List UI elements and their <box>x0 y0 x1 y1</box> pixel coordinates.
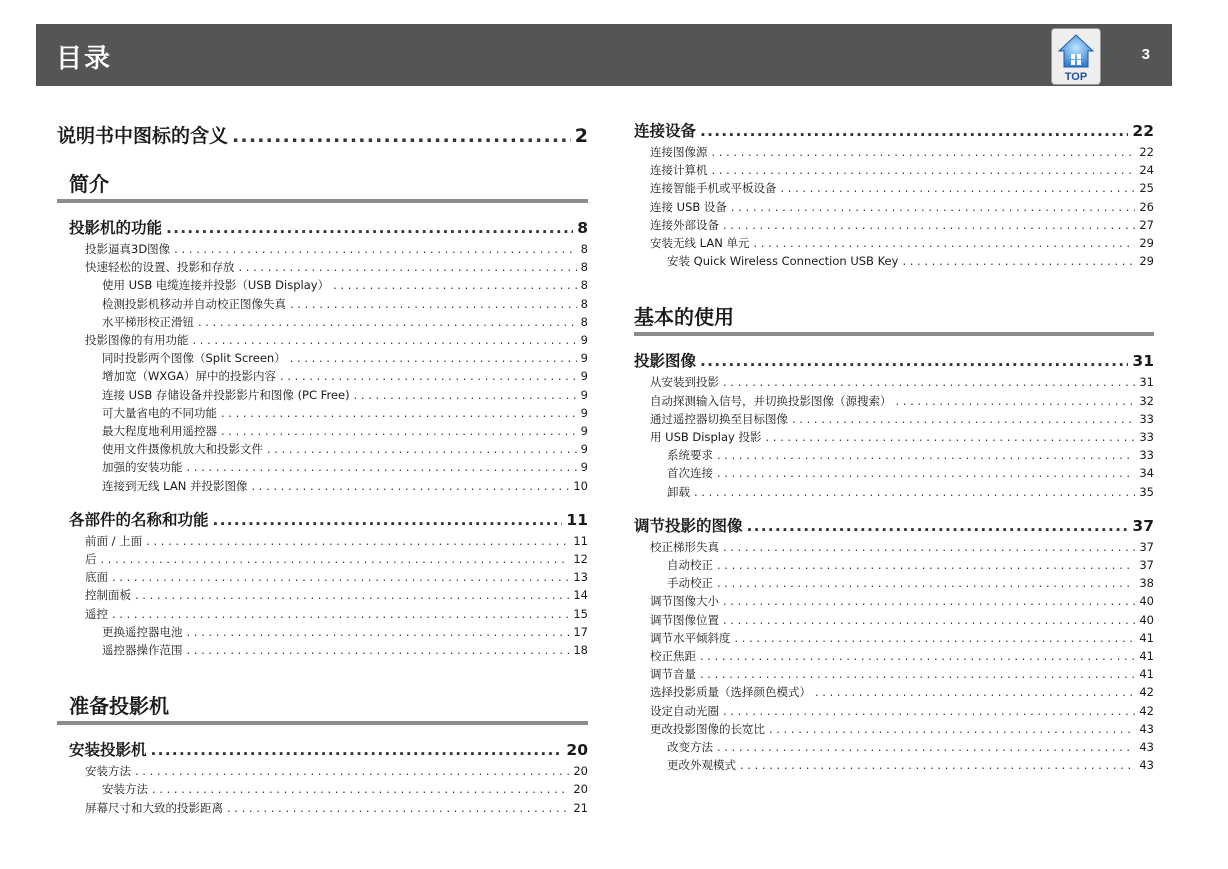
toc-entry-label: 连接智能手机或平板设备 <box>650 181 777 196</box>
toc-entry-label: 遥控 <box>85 606 108 621</box>
dot-leader <box>227 799 569 817</box>
dot-leader <box>290 295 577 313</box>
toc-entry-label: 前面 / 上面 <box>85 533 143 548</box>
toc-entry[interactable] <box>650 538 1154 556</box>
toc-entry-label: 水平梯形校正滑钮 <box>102 314 194 329</box>
dot-leader <box>112 605 569 623</box>
toc-entry[interactable] <box>102 641 588 659</box>
dot-leader <box>712 161 1136 179</box>
toc-entry[interactable] <box>102 780 588 798</box>
toc-entry-page: 38 <box>1139 576 1154 591</box>
toc-entry[interactable] <box>85 331 588 349</box>
dot-leader <box>232 123 571 149</box>
toc-entry-label: 手动校正 <box>667 576 713 591</box>
toc-chapter[interactable] <box>634 120 1154 142</box>
toc-right-top-chapters <box>634 120 1154 270</box>
toc-entry-label: 校正梯形失真 <box>650 539 719 554</box>
dot-leader <box>815 683 1135 701</box>
toc-entry-page: 11 <box>573 533 588 548</box>
dot-leader <box>694 483 1135 501</box>
toc-entry[interactable] <box>102 367 588 385</box>
top-button[interactable] <box>1051 28 1101 85</box>
toc-entry-page: 29 <box>1139 254 1154 269</box>
toc-entry[interactable] <box>85 799 588 817</box>
toc-entry[interactable] <box>85 762 588 780</box>
page-number: 3 <box>1141 46 1150 63</box>
toc-entry-page: 8 <box>580 260 588 275</box>
toc-entry-page: 40 <box>1139 612 1154 627</box>
dot-leader <box>135 586 569 604</box>
toc-entry[interactable] <box>102 422 588 440</box>
dot-leader <box>213 509 563 531</box>
toc-chapter[interactable] <box>634 350 1154 372</box>
dot-leader <box>146 532 569 550</box>
toc-entry-page: 37 <box>1139 558 1154 573</box>
page-title: 目录 <box>56 44 113 74</box>
toc-chapter-label: 投影机的功能 <box>69 219 163 237</box>
toc-entry-label: 更换遥控器电池 <box>102 624 183 639</box>
dot-leader <box>747 515 1129 537</box>
dot-leader <box>112 568 569 586</box>
toc-entry[interactable] <box>650 234 1154 252</box>
toc-entry-label: 连接外部设备 <box>650 217 719 232</box>
toc-entry[interactable] <box>650 665 1154 683</box>
toc-entry-label: 自动校正 <box>667 558 713 573</box>
toc-entry-page: 18 <box>573 643 588 658</box>
toc-entry[interactable] <box>650 592 1154 610</box>
toc-entry-label: 安装 Quick Wireless Connection USB Key <box>667 254 899 269</box>
toc-entry[interactable] <box>650 410 1154 428</box>
toc-entry-label: 调节水平倾斜度 <box>650 630 731 645</box>
toc-chapter[interactable] <box>69 509 588 531</box>
toc-entry-page: 9 <box>580 351 588 366</box>
toc-entry-page: 8 <box>580 278 588 293</box>
dot-leader <box>740 756 1135 774</box>
toc-entry[interactable] <box>85 240 588 258</box>
toc-entry[interactable] <box>102 386 588 404</box>
toc-entry[interactable] <box>667 756 1154 774</box>
toc-entry-page: 17 <box>573 624 588 639</box>
toc-entry-page: 9 <box>580 442 588 457</box>
toc-main-heading-label: 说明书中图标的含义 <box>57 125 229 147</box>
toc-entry-label: 改变方法 <box>667 740 713 755</box>
toc-entry[interactable] <box>102 404 588 422</box>
toc-entry[interactable] <box>650 647 1154 665</box>
toc-chapter-group <box>57 739 588 817</box>
toc-entry-page: 42 <box>1139 703 1154 718</box>
toc-entry-label: 增加宽（WXGA）屏中的投影内容 <box>102 369 277 384</box>
toc-entry[interactable] <box>85 550 588 568</box>
dot-leader <box>333 276 577 294</box>
toc-entry-label: 更改投影图像的长宽比 <box>650 721 765 736</box>
toc-entry-label: 控制面板 <box>85 588 131 603</box>
dot-leader <box>193 331 577 349</box>
toc-entry-page: 8 <box>580 296 588 311</box>
toc-entry-page: 35 <box>1139 484 1154 499</box>
toc-chapter-page: 31 <box>1132 352 1154 371</box>
toc-section-heading: 基本的使用 <box>634 302 1154 336</box>
toc-chapter-group <box>57 217 588 495</box>
dot-leader <box>723 373 1135 391</box>
toc-entry[interactable] <box>667 738 1154 756</box>
toc-entry[interactable] <box>667 464 1154 482</box>
toc-entry-label: 加强的安装功能 <box>102 460 183 475</box>
toc-entry-page: 9 <box>580 424 588 439</box>
toc-entry-label: 卸载 <box>667 484 690 499</box>
toc-entry-page: 43 <box>1139 758 1154 773</box>
toc-entry-page: 41 <box>1139 649 1154 664</box>
toc-entry[interactable] <box>650 216 1154 234</box>
dot-leader <box>717 574 1135 592</box>
toc-section-heading: 简介 <box>57 169 588 203</box>
toc-entry-label: 底面 <box>85 570 108 585</box>
toc-entry-label: 屏幕尺寸和大致的投影距离 <box>85 800 223 815</box>
house-icon <box>1057 33 1095 69</box>
dot-leader <box>151 739 563 761</box>
toc-right-sections <box>634 302 1154 806</box>
toc-entry-page: 9 <box>580 333 588 348</box>
dot-leader <box>717 738 1135 756</box>
toc-entry[interactable] <box>667 574 1154 592</box>
toc-chapter-group <box>634 350 1154 500</box>
toc-entry-page: 33 <box>1139 411 1154 426</box>
dot-leader <box>723 702 1135 720</box>
dot-leader <box>717 556 1135 574</box>
toc-entry-label: 同时投影两个图像（Split Screen） <box>102 351 286 366</box>
toc-entry-page: 20 <box>573 764 588 779</box>
toc-entry-page: 26 <box>1139 199 1154 214</box>
toc-chapter-label: 调节投影的图像 <box>634 516 743 535</box>
toc-entry-page: 41 <box>1139 630 1154 645</box>
toc-entry-page: 43 <box>1139 721 1154 736</box>
toc-chapter-group <box>634 120 1154 270</box>
dot-leader <box>290 349 577 367</box>
dot-leader <box>723 216 1135 234</box>
toc-entry-label: 快速轻松的设置、投影和存放 <box>85 260 235 275</box>
toc-entry-label: 调节图像大小 <box>650 594 719 609</box>
toc-chapter-label: 各部件的名称和功能 <box>69 510 209 529</box>
toc-entry-label: 连接 USB 设备 <box>650 199 727 214</box>
toc-entry-label: 使用文件摄像机放大和投影文件 <box>102 442 263 457</box>
toc-entry[interactable] <box>102 623 588 641</box>
toc-entry-label: 用 USB Display 投影 <box>650 430 762 445</box>
toc-chapter[interactable] <box>69 739 588 761</box>
toc-entry-page: 8 <box>580 242 588 256</box>
toc-entry[interactable] <box>85 258 588 276</box>
toc-entry[interactable] <box>650 683 1154 701</box>
toc-entry-page: 13 <box>573 570 588 585</box>
toc-entry-label: 首次连接 <box>667 466 713 481</box>
toc-chapter[interactable] <box>634 515 1154 537</box>
toc-entry-label: 系统要求 <box>667 448 713 463</box>
toc-entry[interactable] <box>85 532 588 550</box>
toc-chapter-group <box>57 509 588 659</box>
toc-entry-page: 42 <box>1139 685 1154 700</box>
toc-entry-label: 连接 USB 存储设备并投影影片和图像 (PC Free) <box>102 387 350 402</box>
toc-entry-label: 检测投影机移动并自动校正图像失真 <box>102 296 286 311</box>
dot-leader <box>792 410 1135 428</box>
top-label: TOP <box>1064 71 1088 83</box>
dot-leader <box>280 367 577 385</box>
toc-entry[interactable] <box>650 198 1154 216</box>
toc-entry-label: 调节图像位置 <box>650 612 719 627</box>
toc-entry-page: 34 <box>1139 466 1154 481</box>
dot-leader <box>717 464 1135 482</box>
dot-leader <box>717 446 1135 464</box>
toc-entry-page: 14 <box>573 588 588 603</box>
toc-chapter-label: 连接设备 <box>634 122 697 140</box>
toc-entry[interactable] <box>650 392 1154 410</box>
toc-chapter-page: 8 <box>577 219 588 237</box>
toc-main-heading[interactable] <box>57 123 588 149</box>
dot-leader <box>135 762 569 780</box>
toc-entry-label: 投影逼真3D图像 <box>85 242 171 256</box>
dot-leader <box>781 179 1136 197</box>
dot-leader <box>251 477 569 495</box>
toc-entry[interactable] <box>650 702 1154 720</box>
toc-entry[interactable] <box>85 568 588 586</box>
toc-section-heading: 准备投影机 <box>57 691 588 725</box>
dot-leader <box>221 422 577 440</box>
dot-leader <box>700 350 1128 372</box>
dot-leader <box>354 386 577 404</box>
dot-leader <box>166 217 573 239</box>
toc-entry-page: 31 <box>1139 375 1154 390</box>
toc-entry-page: 25 <box>1139 181 1154 196</box>
dot-leader <box>765 428 1135 446</box>
toc-entry-label: 调节音量 <box>650 667 696 682</box>
toc-entry-page: 12 <box>573 552 588 567</box>
toc-chapter-page: 20 <box>566 741 588 760</box>
toc-entry-page: 15 <box>573 606 588 621</box>
dot-leader <box>221 404 577 422</box>
toc-main-heading-page: 2 <box>574 125 588 147</box>
dot-leader <box>712 143 1136 161</box>
toc-entry[interactable] <box>102 313 588 331</box>
toc-entry-page: 22 <box>1139 145 1154 159</box>
toc-entry-page: 32 <box>1139 393 1154 408</box>
toc-entry[interactable] <box>102 440 588 458</box>
dot-leader <box>735 629 1136 647</box>
toc-entry-label: 自动探测输入信号，并切换投影图像（源搜索） <box>650 393 892 408</box>
toc-chapter[interactable] <box>69 217 588 239</box>
toc-entry-page: 9 <box>580 405 588 420</box>
toc-entry-page: 33 <box>1139 448 1154 463</box>
toc-entry[interactable] <box>85 605 588 623</box>
toc-entry-page: 41 <box>1139 667 1154 682</box>
toc-entry-label: 连接图像源 <box>650 145 708 159</box>
dot-leader <box>187 458 577 476</box>
toc-entry-page: 24 <box>1139 163 1154 178</box>
dot-leader <box>267 440 577 458</box>
toc-entry-label: 校正焦距 <box>650 649 696 664</box>
toc-entry-page: 43 <box>1139 740 1154 755</box>
toc-entry-label: 安装方法 <box>102 782 148 797</box>
toc-entry-label: 遥控器操作范围 <box>102 643 183 658</box>
dot-leader <box>187 641 570 659</box>
toc-entry[interactable] <box>650 373 1154 391</box>
dot-leader <box>198 313 577 331</box>
toc-chapter-label: 安装投影机 <box>69 741 147 760</box>
toc-chapter-page: 11 <box>566 510 588 529</box>
toc-entry-label: 投影图像的有用功能 <box>85 333 189 348</box>
toc-entry-label: 通过遥控器切换至目标图像 <box>650 411 788 426</box>
toc-entry-page: 27 <box>1139 217 1154 232</box>
dot-leader <box>896 392 1136 410</box>
dot-leader <box>700 120 1128 142</box>
toc-entry[interactable] <box>102 276 588 294</box>
toc-entry-page: 10 <box>573 478 588 493</box>
dot-leader <box>902 252 1135 270</box>
toc-entry-label: 更改外观模式 <box>667 758 736 773</box>
dot-leader <box>723 592 1135 610</box>
toc-entry[interactable] <box>102 458 588 476</box>
toc-entry-page: 33 <box>1139 430 1154 445</box>
toc-entry[interactable] <box>650 143 1154 161</box>
toc-entry[interactable] <box>667 446 1154 464</box>
toc-entry-label: 连接到无线 LAN 并投影图像 <box>102 478 248 493</box>
toc-entry-label: 从安装到投影 <box>650 375 719 390</box>
dot-leader <box>101 550 570 568</box>
toc-entry[interactable] <box>667 252 1154 270</box>
toc-entry-page: 8 <box>580 314 588 329</box>
toc-chapter-label: 投影图像 <box>634 352 697 371</box>
toc-entry[interactable] <box>650 720 1154 738</box>
toc-entry[interactable] <box>650 611 1154 629</box>
toc-entry[interactable] <box>650 629 1154 647</box>
toc-entry[interactable] <box>650 161 1154 179</box>
toc-entry-label: 可大量省电的不同功能 <box>102 405 217 420</box>
toc-entry[interactable] <box>102 295 588 313</box>
dot-leader <box>239 258 577 276</box>
dot-leader <box>723 611 1135 629</box>
toc-entry-label: 设定自动光圈 <box>650 703 719 718</box>
toc-entry-page: 40 <box>1139 594 1154 609</box>
dot-leader <box>174 240 577 258</box>
toc-entry-label: 连接计算机 <box>650 163 708 178</box>
toc-entry-page: 29 <box>1139 236 1154 251</box>
toc-entry[interactable] <box>85 586 588 604</box>
toc-entry-page: 9 <box>580 387 588 402</box>
toc-entry-page: 37 <box>1139 539 1154 554</box>
toc-right-column <box>634 118 1154 806</box>
toc-entry-label: 安装方法 <box>85 764 131 779</box>
toc-chapter-page: 22 <box>1132 122 1154 140</box>
toc-entry[interactable] <box>102 349 588 367</box>
toc-left-column <box>57 118 588 849</box>
dot-leader <box>187 623 570 641</box>
toc-entry-label: 使用 USB 电缆连接并投影（USB Display） <box>102 278 330 293</box>
toc-entry[interactable] <box>102 477 588 495</box>
toc-entry-page: 9 <box>580 369 588 384</box>
toc-left-sections <box>57 169 588 849</box>
toc-entry-label: 安装无线 LAN 单元 <box>650 236 750 251</box>
toc-entry-label: 后 <box>85 552 97 567</box>
toc-entry[interactable] <box>667 483 1154 501</box>
toc-entry-label: 选择投影质量（选择颜色模式） <box>650 685 811 700</box>
page-header <box>36 24 1172 86</box>
toc-entry-page: 20 <box>573 782 588 797</box>
toc-entry-label: 最大程度地利用遥控器 <box>102 424 217 439</box>
dot-leader <box>152 780 569 798</box>
toc-entry-page: 9 <box>580 460 588 475</box>
toc-entry[interactable] <box>650 428 1154 446</box>
dot-leader <box>753 234 1135 252</box>
dot-leader <box>723 538 1135 556</box>
toc-chapter-page: 37 <box>1132 516 1154 535</box>
toc-chapter-group <box>634 515 1154 775</box>
toc-entry-page: 21 <box>573 800 588 815</box>
toc-entry[interactable] <box>650 179 1154 197</box>
dot-leader <box>700 647 1135 665</box>
dot-leader <box>731 198 1135 216</box>
dot-leader <box>700 665 1135 683</box>
toc-entry[interactable] <box>667 556 1154 574</box>
dot-leader <box>769 720 1135 738</box>
